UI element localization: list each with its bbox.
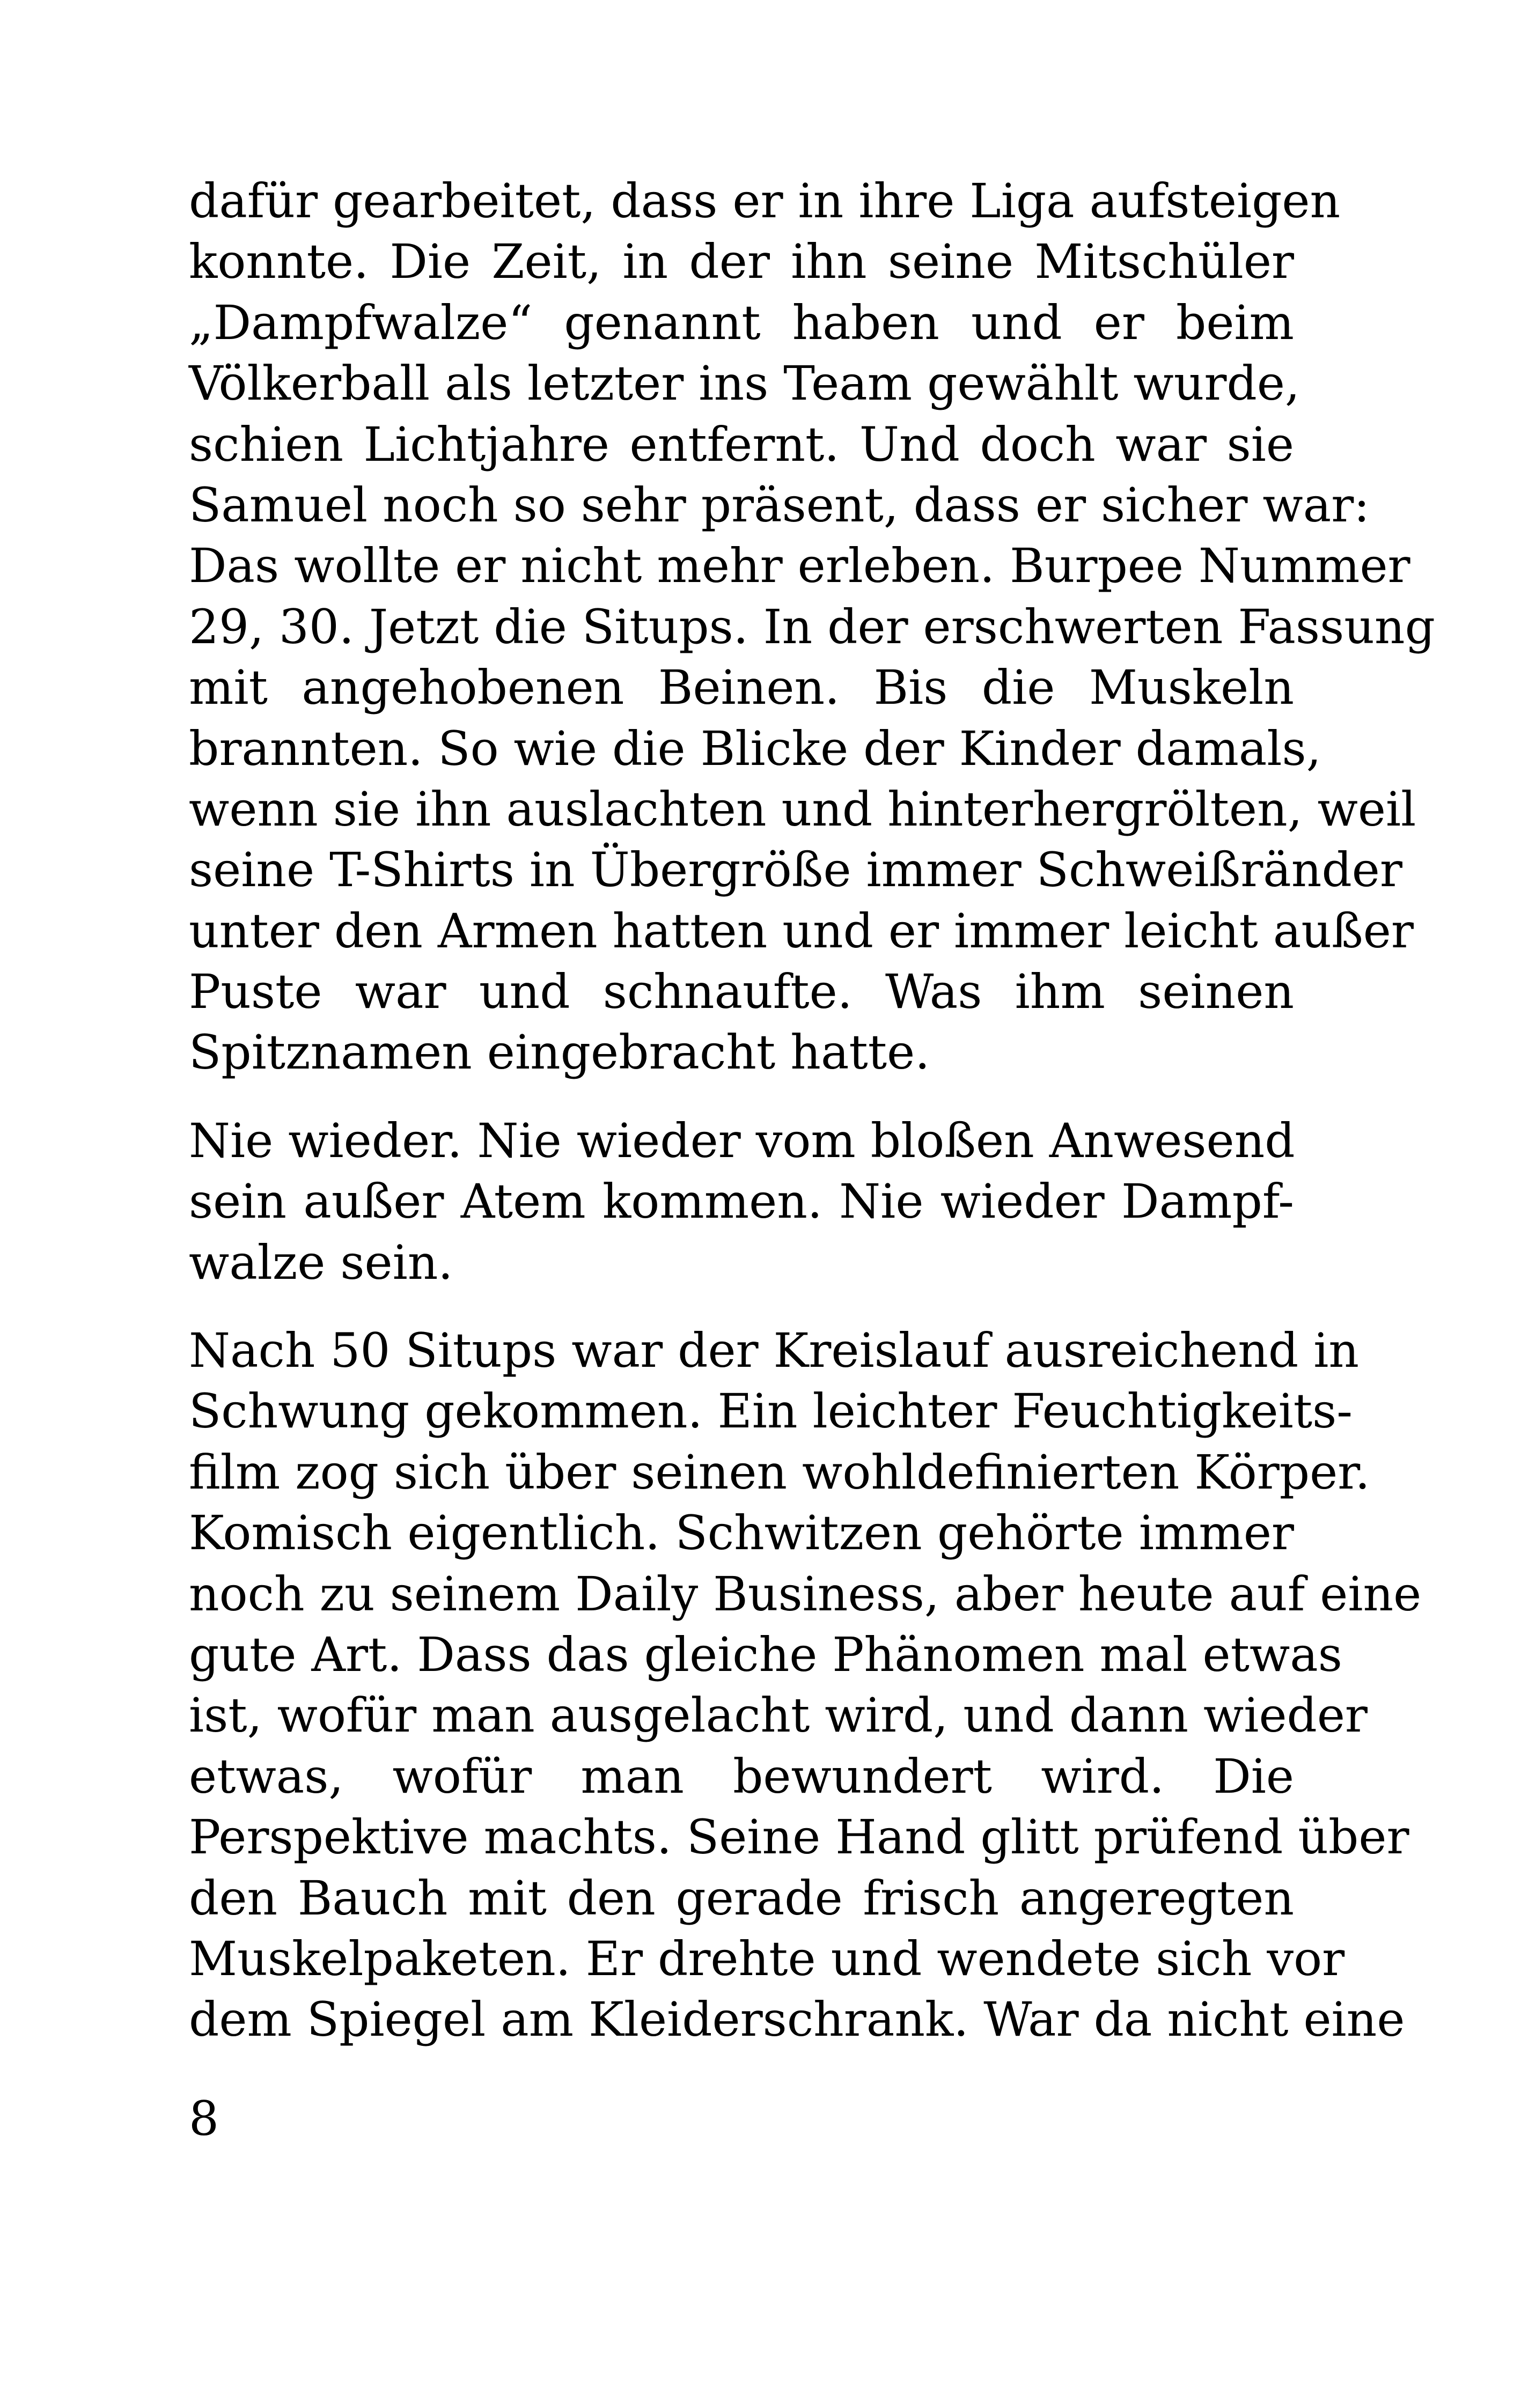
text-line: „Dampfwalze“ genannt haben und er beim — [189, 294, 1294, 350]
text-line: noch zu seinem Daily Business, aber heute auf eine — [189, 1566, 1422, 1622]
text-line: Perspektive machts. Seine Hand glitt prüfend über — [189, 1809, 1409, 1865]
paragraph-spacer — [189, 1083, 1294, 1110]
text-line: film zog sich über seinen wohldefinierten Körper. — [189, 1444, 1370, 1500]
text-line: konnte. Die Zeit, in der ihn seine Mitschüler — [189, 234, 1294, 290]
paragraph-2 — [189, 1110, 1294, 1293]
page-number: 8 — [189, 2091, 219, 2146]
text-line: brannten. So wie die Blicke der Kinder damals, — [189, 720, 1321, 776]
text-line: dafür gearbeitet, dass er in ihre Liga aufsteigen — [189, 173, 1341, 229]
text-line: den Bauch mit den gerade frisch angeregten — [189, 1870, 1294, 1926]
text-line: ist, wofür man ausgelacht wird, und dann wieder — [189, 1688, 1368, 1743]
text-line: walze sein. — [189, 1234, 453, 1290]
text-line: mit angehobenen Beinen. Bis die Muskeln — [189, 660, 1294, 716]
text-line: Komisch eigentlich. Schwitzen gehörte immer — [189, 1505, 1294, 1561]
text-line: wenn sie ihn auslachten und hinterhergrölten, weil — [189, 781, 1416, 837]
text-line: gute Art. Dass das gleiche Phänomen mal etwas — [189, 1626, 1342, 1682]
text-line: sein außer Atem kommen. Nie wieder Dampf- — [189, 1174, 1294, 1229]
text-line: seine T-Shirts in Übergröße immer Schweißränder — [189, 842, 1402, 898]
text-line: Völkerball als letzter ins Team gewählt wurde, — [189, 356, 1300, 411]
text-line: schien Lichtjahre entfernt. Und doch war sie — [189, 416, 1294, 472]
text-line: Nie wieder. Nie wieder vom bloßen Anwesend — [189, 1113, 1295, 1168]
paragraph-1 — [189, 171, 1435, 1083]
paragraph-spacer — [189, 1293, 1294, 1320]
text-line: Nach 50 Situps war der Kreislauf ausreichend in — [189, 1323, 1360, 1379]
paragraph-3 — [189, 1320, 1422, 2050]
text-line: Spitznamen eingebracht hatte. — [189, 1025, 930, 1080]
body-text — [189, 171, 1435, 2050]
text-line: dem Spiegel am Kleiderschrank. War da nicht eine — [189, 1992, 1405, 2048]
text-line: etwas, wofür man bewundert wird. Die — [189, 1748, 1294, 1804]
text-line: Muskelpaketen. Er drehte und wendete sich vor — [189, 1931, 1345, 1986]
text-line: Das wollte er nicht mehr erleben. Burpee Nummer — [189, 538, 1410, 594]
text-line: Samuel noch so sehr präsent, dass er sicher war: — [189, 477, 1370, 533]
text-line: 29, 30. Jetzt die Situps. In der erschwerten Fassung — [189, 599, 1435, 654]
text-line: Schwung gekommen. Ein leichter Feuchtigkeits- — [189, 1383, 1353, 1439]
text-line: Puste war und schnaufte. Was ihm seinen — [189, 964, 1294, 1020]
text-line: unter den Armen hatten und er immer leicht außer — [189, 903, 1414, 959]
